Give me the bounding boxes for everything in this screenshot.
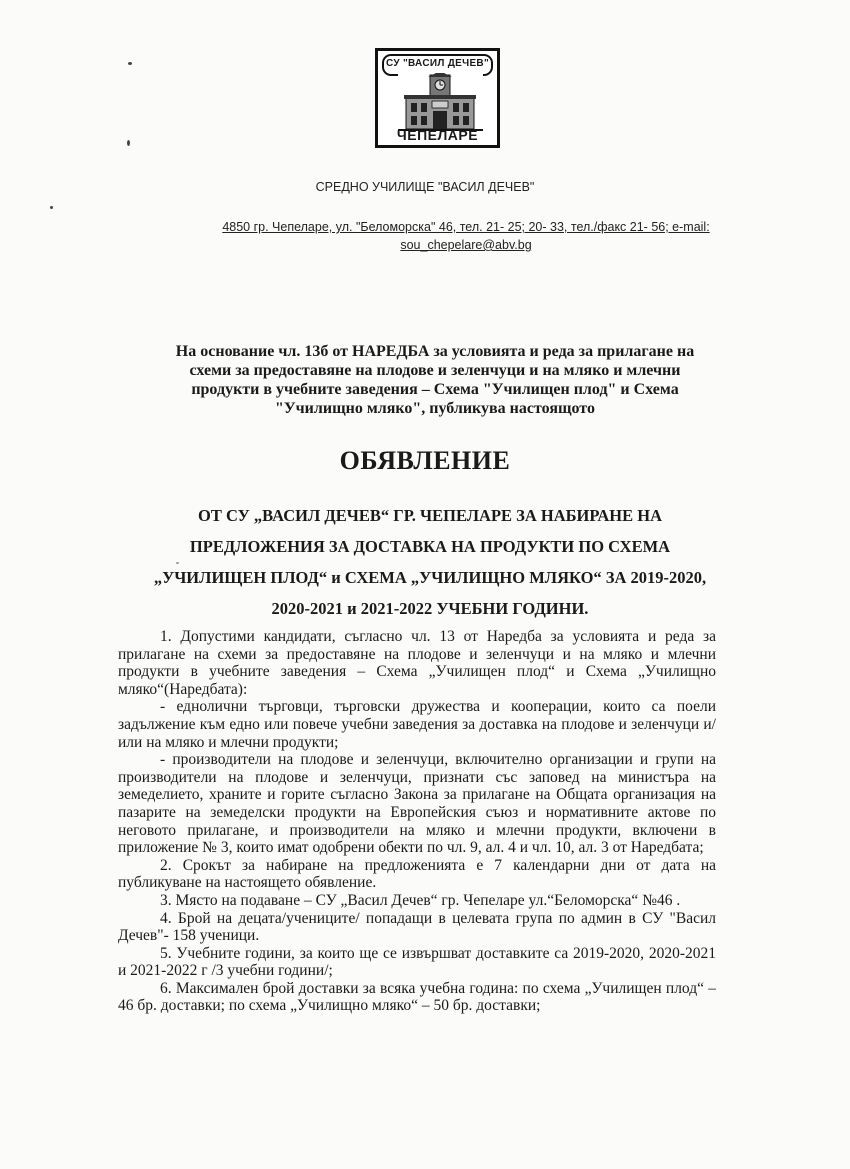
intro-paragraph: На основание чл. 13б от НАРЕДБА за условията и реда за прилагане на схеми за предоставяне на плодове и зеленчуци и на мляко и млечни продукти в учебните заведения – Схема "Училищен плод" и Схема "Училищно мляко", публикува настоящото (175, 343, 695, 417)
paragraph-2: 2. Срокът за набиране на предложенията е 7 календарни дни от дата на публикуване на настоящето обявление. (118, 856, 716, 892)
paragraph-5: 5. Учебните години, за които ще се извършват доставките са 2019-2020, 2020-2021 и 2021-2022 г /3 учебни години/; (118, 944, 716, 980)
paragraph-1-bullet-2: - производители на плодове и зеленчуци, включително организации и групи на производители на плодове и зеленчуци, признати със заповед на министъра на земеделието, храните и горите съгласно Закона за прилагане на Общата организация на пазарите на земеделски продукти на Европейския съюз и нормативните актове по неговото прилагане, и производители на мляко и млечни продукти, включени в приложение № 3, които имат одобрени обекти по чл. 9, ал. 4 и чл. 10, ал. 3 от Наредбата; (118, 751, 716, 857)
scan-speck (127, 140, 130, 146)
school-building-icon (398, 73, 483, 131)
school-logo (375, 48, 500, 148)
paragraph-4: 4. Брой на децата/учениците/ попадащи в целевата група по админ в СУ "Васил Дечев"- 158 ученици. (118, 909, 716, 945)
scan-speck (128, 62, 132, 65)
paragraph-3: 3. Място на подаване – СУ „Васил Дечев“ гр. Чепеларе ул.“Беломорска“ №46 . (160, 891, 681, 909)
document-body (118, 628, 716, 1015)
school-address: 4850 гр. Чепеларе, ул. "Беломорска" 46, тел. 21- 25; 20- 33, тел./факс 21- 56; e-mail: sou_chepelare@abv.bg (222, 220, 710, 252)
document-title: ОБЯВЛЕНИЕ (339, 446, 511, 475)
scan-speck (50, 206, 53, 209)
paragraph-1: 1. Допустими кандидати, съгласно чл. 13 от Наредба за условията и реда за прилагане на схеми за предоставяне на плодове и зеленчуци и на мляко и млечни продукти в учебните заведения – Схема „Училищен плод“ и Схема „Училищно мляко“(Наредбата): (118, 628, 716, 698)
logo-top-text: СУ "ВАСИЛ ДЕЧЕВ" (382, 54, 493, 76)
school-name: СРЕДНО УЧИЛИЩЕ "ВАСИЛ ДЕЧЕВ" (315, 180, 535, 194)
document-subtitle: ОТ СУ „ВАСИЛ ДЕЧЕВ“ ГР. ЧЕПЕЛАРЕ ЗА НАБИРАНЕ НА ПРЕДЛОЖЕНИЯ ЗА ДОСТАВКА НА ПРОДУКТИ ПО СХЕМА „УЧИЛИЩЕН ПЛОД“ и СХЕМА „УЧИЛИЩНО МЛЯКО“ ЗА 2019-2020, 2020-2021 и 2021-2022 УЧЕБНИ ГОДИНИ. (153, 506, 707, 618)
paragraph-6: 6. Максимален брой доставки за всяка учебна година: по схема „Училищен плод“ – 46 бр. доставки; по схема „Училищно мляко“ – 50 бр. доставки; (118, 979, 716, 1015)
paragraph-1-bullet-1: - еднолични търговци, търговски дружества и кооперации, които са поели задължение към едно или повече учебни заведения за доставка на плодове и зеленчуци и/или на мляко и млечни продукти; (118, 698, 716, 751)
logo-bottom-text: ЧЕПЕЛАРЕ (396, 127, 479, 143)
